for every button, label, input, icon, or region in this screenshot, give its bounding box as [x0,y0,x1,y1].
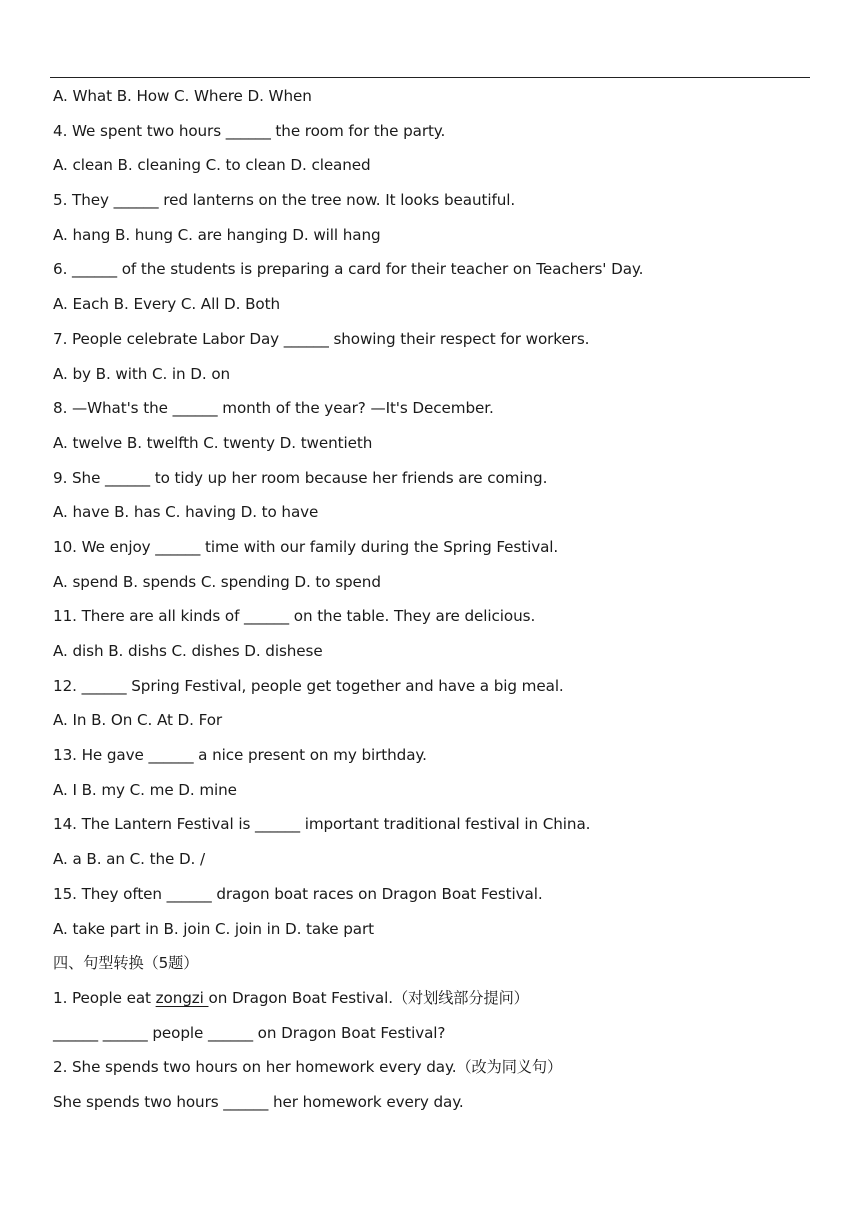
text-line: 10. We enjoy ______ time with our family during the Spring Festival. [53,537,559,556]
header-rule [50,77,810,78]
text-line: ______ ______ people ______ on Dragon Boat Festival? [53,1023,446,1042]
text-line: 15. They often ______ dragon boat races on Dragon Boat Festival. [53,884,543,903]
text-line: A. hang B. hung C. are hanging D. will hang [53,225,381,244]
text-line: 2. She spends two hours on her homework every day.（改为同义句） [53,1058,563,1077]
text-line: A. twelve B. twelfth C. twenty D. twentieth [53,433,373,452]
text-line: 9. She ______ to tidy up her room because her friends are coming. [53,468,548,487]
text-line: A. I B. my C. me D. mine [53,780,237,799]
underlined-word: zongzi [155,988,209,1007]
text-line: 13. He gave ______ a nice present on my birthday. [53,746,427,765]
text-line: 5. They ______ red lanterns on the tree now. It looks beautiful. [53,191,516,210]
text-line: 11. There are all kinds of ______ on the table. They are delicious. [53,607,536,626]
text-line: A. take part in B. join C. join in D. take part [53,919,374,938]
text-line: A. have B. has C. having D. to have [53,503,319,522]
text-line: A. Each B. Every C. All D. Both [53,295,281,314]
worksheet-body [53,84,823,1125]
text-line: A. a B. an C. the D. / [53,850,206,869]
text-line: She spends two hours ______ her homework every day. [53,1092,464,1111]
text-line: A. by B. with C. in D. on [53,364,231,383]
text-line: A. In B. On C. At D. For [53,711,223,730]
text-line: A. clean B. cleaning C. to clean D. cleaned [53,156,371,175]
text-line: 8. —What's the ______ month of the year? —It's December. [53,399,494,418]
text-line: 7. People celebrate Labor Day ______ showing their respect for workers. [53,329,590,348]
text-line: 6. ______ of the students is preparing a card for their teacher on Teachers' Day. [53,260,644,279]
transform-question-1 [53,986,823,1021]
question-text-after: on Dragon Boat Festival.（对划线部分提问） [208,988,529,1007]
text-line: 12. ______ Spring Festival, people get together and have a big meal. [53,676,564,695]
text-line: A. spend B. spends C. spending D. to spend [53,572,381,591]
text-line: 14. The Lantern Festival is ______ important traditional festival in China. [53,815,591,834]
section-heading: 四、句型转换（5题） [53,954,199,973]
text-line: 4. We spent two hours ______ the room for the party. [53,121,446,140]
text-line: A. What B. How C. Where D. When [53,87,312,105]
question-text-before: 1. People eat [53,988,156,1007]
text-line: A. dish B. dishs C. dishes D. dishese [53,642,323,660]
